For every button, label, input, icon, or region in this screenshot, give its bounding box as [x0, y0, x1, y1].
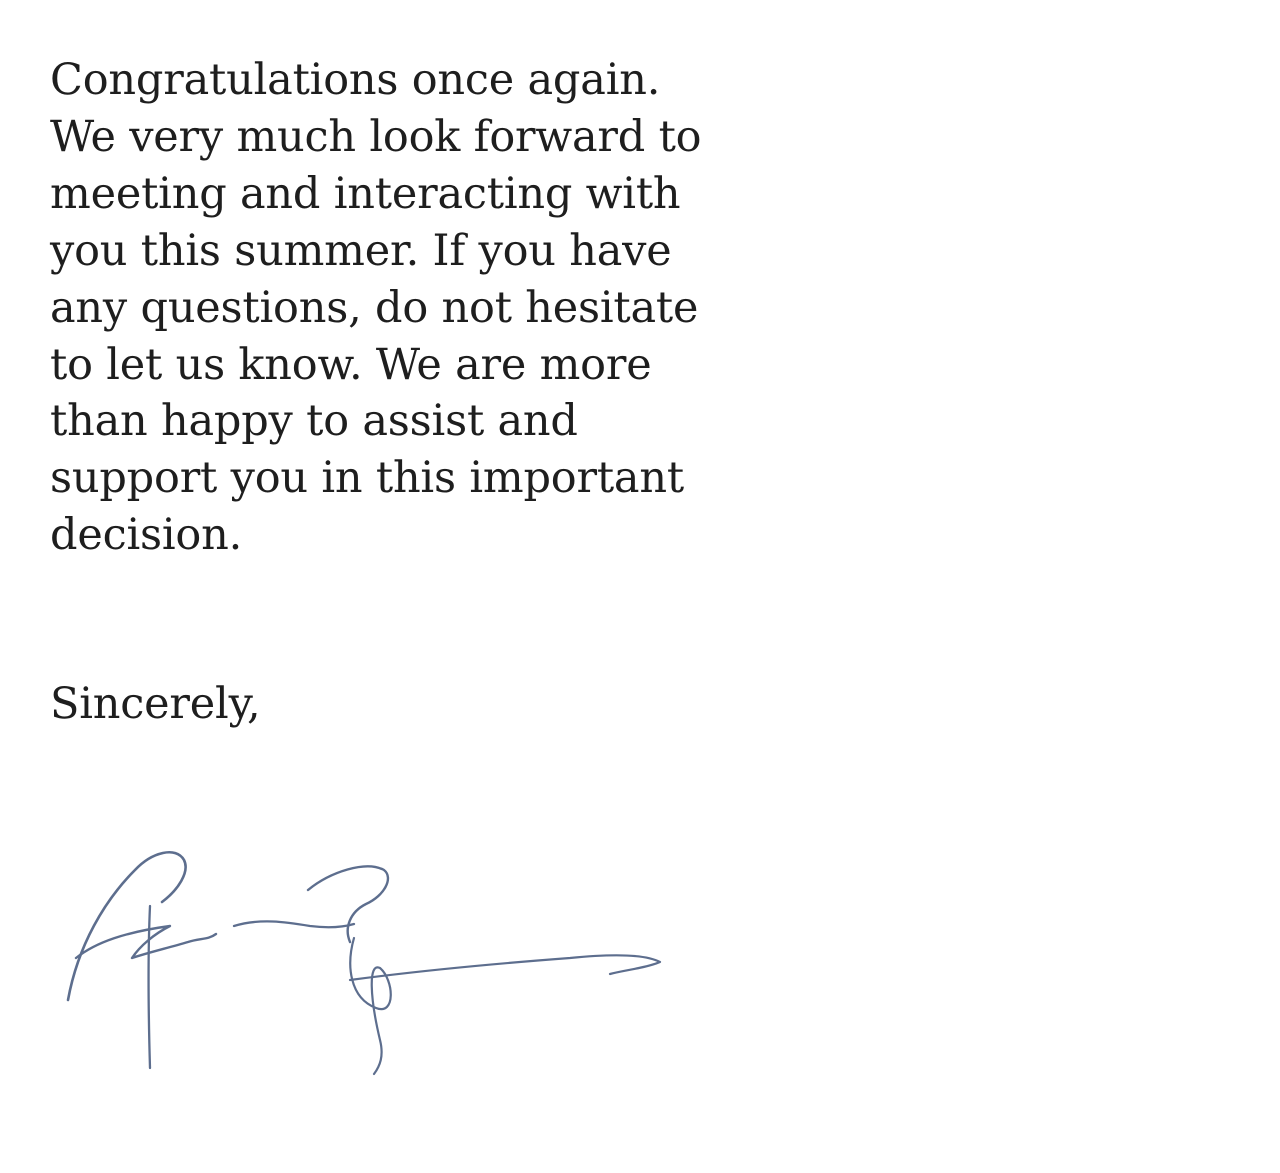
body-line-2: We very much look forward to [50, 111, 702, 162]
body-line-1: Congratulations once again. [50, 55, 661, 105]
signature-stroke-5 [234, 921, 354, 927]
letter-body [50, 52, 810, 564]
signature-stroke-3 [149, 906, 151, 1068]
body-line-4: you this summer. If you have [50, 225, 672, 276]
signature-stroke-6 [350, 938, 390, 1074]
handwritten-signature [50, 830, 690, 1090]
body-line-9: decision. [50, 510, 243, 561]
closing-salutation: Sincerely, [50, 679, 261, 729]
body-line-8: support you in this important [50, 453, 684, 504]
body-line-3: meeting and interacting with [50, 168, 681, 219]
body-line-5: any questions, do not hesitate [50, 282, 699, 333]
body-line-6: to let us know. We are more [50, 339, 652, 390]
signature-stroke-4 [308, 866, 388, 942]
body-line-7: than happy to assist and [50, 396, 578, 447]
signature-stroke-7 [350, 955, 660, 980]
signature-stroke-2 [76, 926, 216, 958]
